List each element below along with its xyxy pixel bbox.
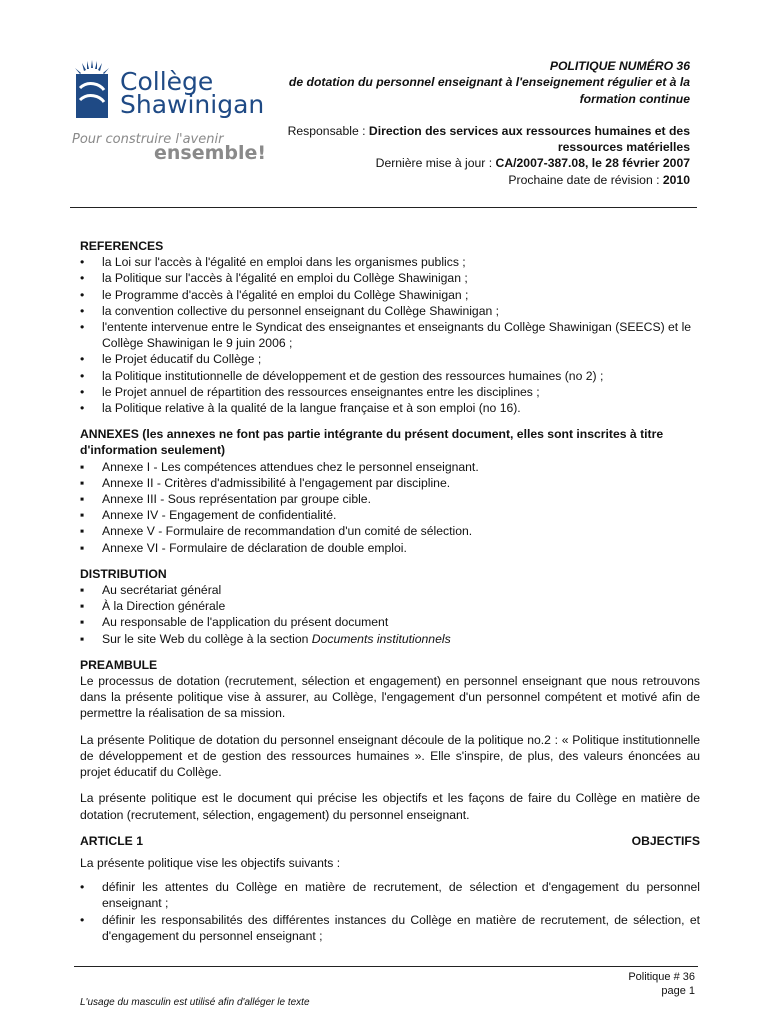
footer-divider xyxy=(74,966,698,967)
preambule-paragraph: La présente politique est le document qui précise les objectifs et les façons de faire du Collège en matière de dotation (recrutement, sélection, engagement) du personnel enseignant. xyxy=(80,791,700,822)
article-title: OBJECTIFS xyxy=(631,833,700,848)
list-item: • le Projet annuel de répartition des ressources enseignantes entre les disciplines ; xyxy=(80,384,540,399)
update-line: Dernière mise à jour : CA/2007-387.08, le 28 février 2007 xyxy=(375,156,690,171)
preambule-paragraph: La présente Politique de dotation du personnel enseignant découle de la politique no.2 : « Politique institutionnelle de développement et de gestion des ressources humaines ». Elle s'inspire, de plus, des valeurs énoncées au projet éducatif du Collège. xyxy=(80,732,700,780)
list-item: ▪ Annexe II - Critères d'admissibilité à l'engagement par discipline. xyxy=(80,475,451,490)
preambule-paragraph: Le processus de dotation (recrutement, sélection et engagement) en personnel enseignant que nous retrouvons dans la présente politique vise à assurer, au Collège, l'engagement d'un personnel compétent et motivé afin de permettre la réalisation de sa mission. xyxy=(80,674,700,721)
list-item: • le Projet éducatif du Collège ; xyxy=(80,352,262,367)
list-item: ▪ À la Direction générale xyxy=(80,599,226,614)
list-item: • l'entente intervenue entre le Syndicat des enseignantes et enseignants du Collège Shawinigan (SEECS) et le Collège Shawinigan le 9 juin 2006 ; xyxy=(80,320,692,351)
logo-tagline-emphasis: ensemble! xyxy=(154,142,267,164)
list-item: • la Politique sur l'accès à l'égalité en emploi du Collège Shawinigan ; xyxy=(80,271,468,286)
distribution-title: DISTRIBUTION xyxy=(80,566,167,581)
list-item: • définir les attentes du Collège en matière de recrutement, de sélection et d'engagement du personnel enseignant ; xyxy=(80,880,700,911)
responsable-line: Responsable : Direction des services aux ressources humaines et des xyxy=(287,123,690,138)
list-item: ▪ Annexe VI - Formulaire de déclaration de double emploi. xyxy=(80,540,407,555)
page-footer xyxy=(628,970,695,998)
article-label: ARTICLE 1 xyxy=(80,833,143,848)
preambule-title: PREAMBULE xyxy=(80,657,158,672)
documents-section-name: Documents institutionnels xyxy=(311,631,451,646)
list-item: ▪ Annexe V - Formulaire de recommandation d'un comité de sélection. xyxy=(80,524,473,539)
college-logo xyxy=(70,58,270,168)
footer-note: L'usage du masculin est utilisé afin d'alléger le texte xyxy=(80,997,310,1008)
list-item: • la Politique relative à la qualité de la langue française et à son emploi (no 16). xyxy=(80,401,521,416)
list-item: ▪ Annexe IV - Engagement de confidentialité. xyxy=(80,508,337,523)
article-intro: La présente politique vise les objectifs suivants : xyxy=(80,855,341,870)
policy-number: POLITIQUE NUMÉRO 36 xyxy=(549,59,690,73)
list-item: • le Programme d'accès à l'égalité en emploi du Collège Shawinigan ; xyxy=(80,287,469,302)
policy-header xyxy=(270,58,690,188)
list-item: • la Loi sur l'accès à l'égalité en emploi dans les organismes publics ; xyxy=(80,255,466,270)
header-divider xyxy=(70,207,697,208)
policy-meta: Responsable : Direction des services aux ressources humaines et des ressources matérielles Dernière mise à jour : CA/2007-387.08, le 28 février 2007 Prochaine date de révision : 2010 xyxy=(270,123,690,188)
revision-line: Prochaine date de révision : 2010 xyxy=(508,172,690,187)
list-item: • la convention collective du personnel enseignant du Collège Shawinigan ; xyxy=(80,303,500,318)
objectives-list xyxy=(80,879,700,944)
policy-reference: Politique # 36 xyxy=(628,971,695,983)
page-number: page 1 xyxy=(661,985,695,997)
list-item: ▪ Sur le site Web du collège à la section Documents institutionnels xyxy=(80,631,451,646)
list-item: ▪ Annexe I - Les compétences attendues chez le personnel enseignant. xyxy=(80,459,479,474)
list-item: ▪ Au secrétariat général xyxy=(80,583,222,598)
list-item: • la Politique institutionnelle de développement et de gestion des ressources humaines (no 2) ; xyxy=(80,368,604,383)
list-item: ▪ Annexe III - Sous représentation par groupe cible. xyxy=(80,492,371,507)
annexes-list xyxy=(80,459,700,556)
references-list xyxy=(80,254,700,416)
article-1-heading xyxy=(80,833,700,849)
distribution-list xyxy=(80,582,700,647)
policy-subtitle: de dotation du personnel enseignant à l'enseignement régulier et à la formation continue xyxy=(288,75,690,106)
list-item: ▪ Au responsable de l'application du présent document xyxy=(80,615,389,630)
college-name: Collège Shawinigan xyxy=(120,67,265,119)
annexes-title: ANNEXES (les annexes ne font pas partie intégrante du présent document, elles sont inscrites à titre d'information seulement) xyxy=(80,427,664,458)
list-item: • définir les responsabilités des différentes instances du Collège en matière de recrutement, de sélection, et d'engagement du personnel enseignant ; xyxy=(80,912,700,943)
sunrise-logo-icon xyxy=(70,58,114,120)
references-title: REFERENCES xyxy=(80,239,164,253)
logo-tagline: Pour construire l'avenir xyxy=(72,132,224,147)
document-body xyxy=(80,238,700,944)
